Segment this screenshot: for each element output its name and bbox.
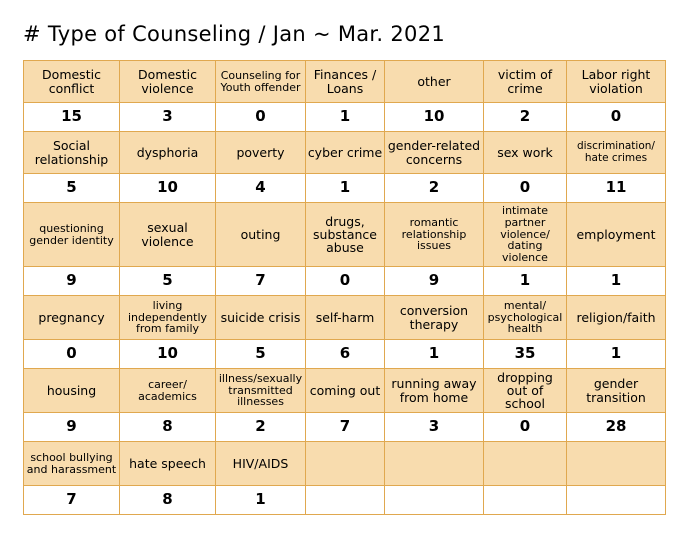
count-cell: 1 [567, 267, 666, 296]
category-cell: Counseling for Youth offender [216, 61, 306, 103]
category-cell: victim of crime [484, 61, 567, 103]
page-title: # Type of Counseling / Jan ~ Mar. 2021 [23, 22, 446, 46]
category-row [24, 442, 666, 486]
category-cell: other [385, 61, 484, 103]
count-cell: 5 [216, 340, 306, 369]
category-cell: cyber crime [306, 132, 385, 174]
count-row [24, 486, 666, 515]
category-cell: dysphoria [120, 132, 216, 174]
category-cell: Domestic conflict [24, 61, 120, 103]
category-cell: sex work [484, 132, 567, 174]
category-cell: dropping out of school [484, 369, 567, 413]
count-cell: 9 [24, 267, 120, 296]
count-cell: 0 [216, 103, 306, 132]
category-cell: school bullying and harassment [24, 442, 120, 486]
count-cell: 5 [24, 174, 120, 203]
category-cell: Social relationship [24, 132, 120, 174]
count-cell: 1 [306, 103, 385, 132]
category-cell: mental/ psychological health [484, 296, 567, 340]
category-cell: sexual violence [120, 203, 216, 267]
category-cell: questioning gender identity [24, 203, 120, 267]
category-cell: coming out [306, 369, 385, 413]
category-cell [567, 442, 666, 486]
count-cell: 2 [484, 103, 567, 132]
category-cell: suicide crisis [216, 296, 306, 340]
count-cell: 35 [484, 340, 567, 369]
count-row [24, 340, 666, 369]
count-cell [484, 486, 567, 515]
count-row [24, 413, 666, 442]
count-cell: 1 [385, 340, 484, 369]
count-cell: 4 [216, 174, 306, 203]
category-cell: illness/sexually transmitted illnesses [216, 369, 306, 413]
count-cell: 0 [24, 340, 120, 369]
category-cell: Labor right violation [567, 61, 666, 103]
count-cell: 1 [306, 174, 385, 203]
category-cell: career/ academics [120, 369, 216, 413]
count-cell: 0 [484, 174, 567, 203]
count-cell: 2 [385, 174, 484, 203]
category-cell: romantic relationship issues [385, 203, 484, 267]
category-cell: living independently from family [120, 296, 216, 340]
category-cell: intimate partner violence/ dating violence [484, 203, 567, 267]
count-cell: 7 [24, 486, 120, 515]
count-cell: 10 [120, 174, 216, 203]
category-cell: poverty [216, 132, 306, 174]
category-cell: outing [216, 203, 306, 267]
category-cell: HIV/AIDS [216, 442, 306, 486]
category-row [24, 61, 666, 103]
category-cell: running away from home [385, 369, 484, 413]
category-cell: conversion therapy [385, 296, 484, 340]
count-cell: 5 [120, 267, 216, 296]
category-cell: drugs, substance abuse [306, 203, 385, 267]
count-cell [385, 486, 484, 515]
count-cell [567, 486, 666, 515]
category-row [24, 369, 666, 413]
count-cell: 8 [120, 413, 216, 442]
count-cell: 11 [567, 174, 666, 203]
count-cell: 0 [567, 103, 666, 132]
count-cell: 7 [216, 267, 306, 296]
count-cell: 9 [24, 413, 120, 442]
counseling-table [23, 60, 666, 515]
category-cell: pregnancy [24, 296, 120, 340]
count-cell: 15 [24, 103, 120, 132]
count-row [24, 174, 666, 203]
count-cell: 1 [216, 486, 306, 515]
category-cell [385, 442, 484, 486]
count-cell: 0 [484, 413, 567, 442]
count-cell [306, 486, 385, 515]
category-row [24, 203, 666, 267]
category-cell [484, 442, 567, 486]
category-cell: gender-related concerns [385, 132, 484, 174]
count-cell: 10 [385, 103, 484, 132]
category-cell: Domestic violence [120, 61, 216, 103]
count-cell: 2 [216, 413, 306, 442]
count-row [24, 267, 666, 296]
category-cell: employment [567, 203, 666, 267]
category-cell: discrimination/ hate crimes [567, 132, 666, 174]
category-cell: gender transition [567, 369, 666, 413]
count-cell: 9 [385, 267, 484, 296]
count-cell: 8 [120, 486, 216, 515]
count-cell: 1 [484, 267, 567, 296]
category-cell [306, 442, 385, 486]
category-row [24, 296, 666, 340]
count-cell: 28 [567, 413, 666, 442]
category-cell: religion/faith [567, 296, 666, 340]
count-cell: 1 [567, 340, 666, 369]
category-cell: housing [24, 369, 120, 413]
count-cell: 10 [120, 340, 216, 369]
category-cell: self-harm [306, 296, 385, 340]
count-cell: 0 [306, 267, 385, 296]
count-cell: 7 [306, 413, 385, 442]
category-cell: hate speech [120, 442, 216, 486]
category-row [24, 132, 666, 174]
category-cell: Finances / Loans [306, 61, 385, 103]
count-row [24, 103, 666, 132]
count-cell: 6 [306, 340, 385, 369]
count-cell: 3 [120, 103, 216, 132]
count-cell: 3 [385, 413, 484, 442]
